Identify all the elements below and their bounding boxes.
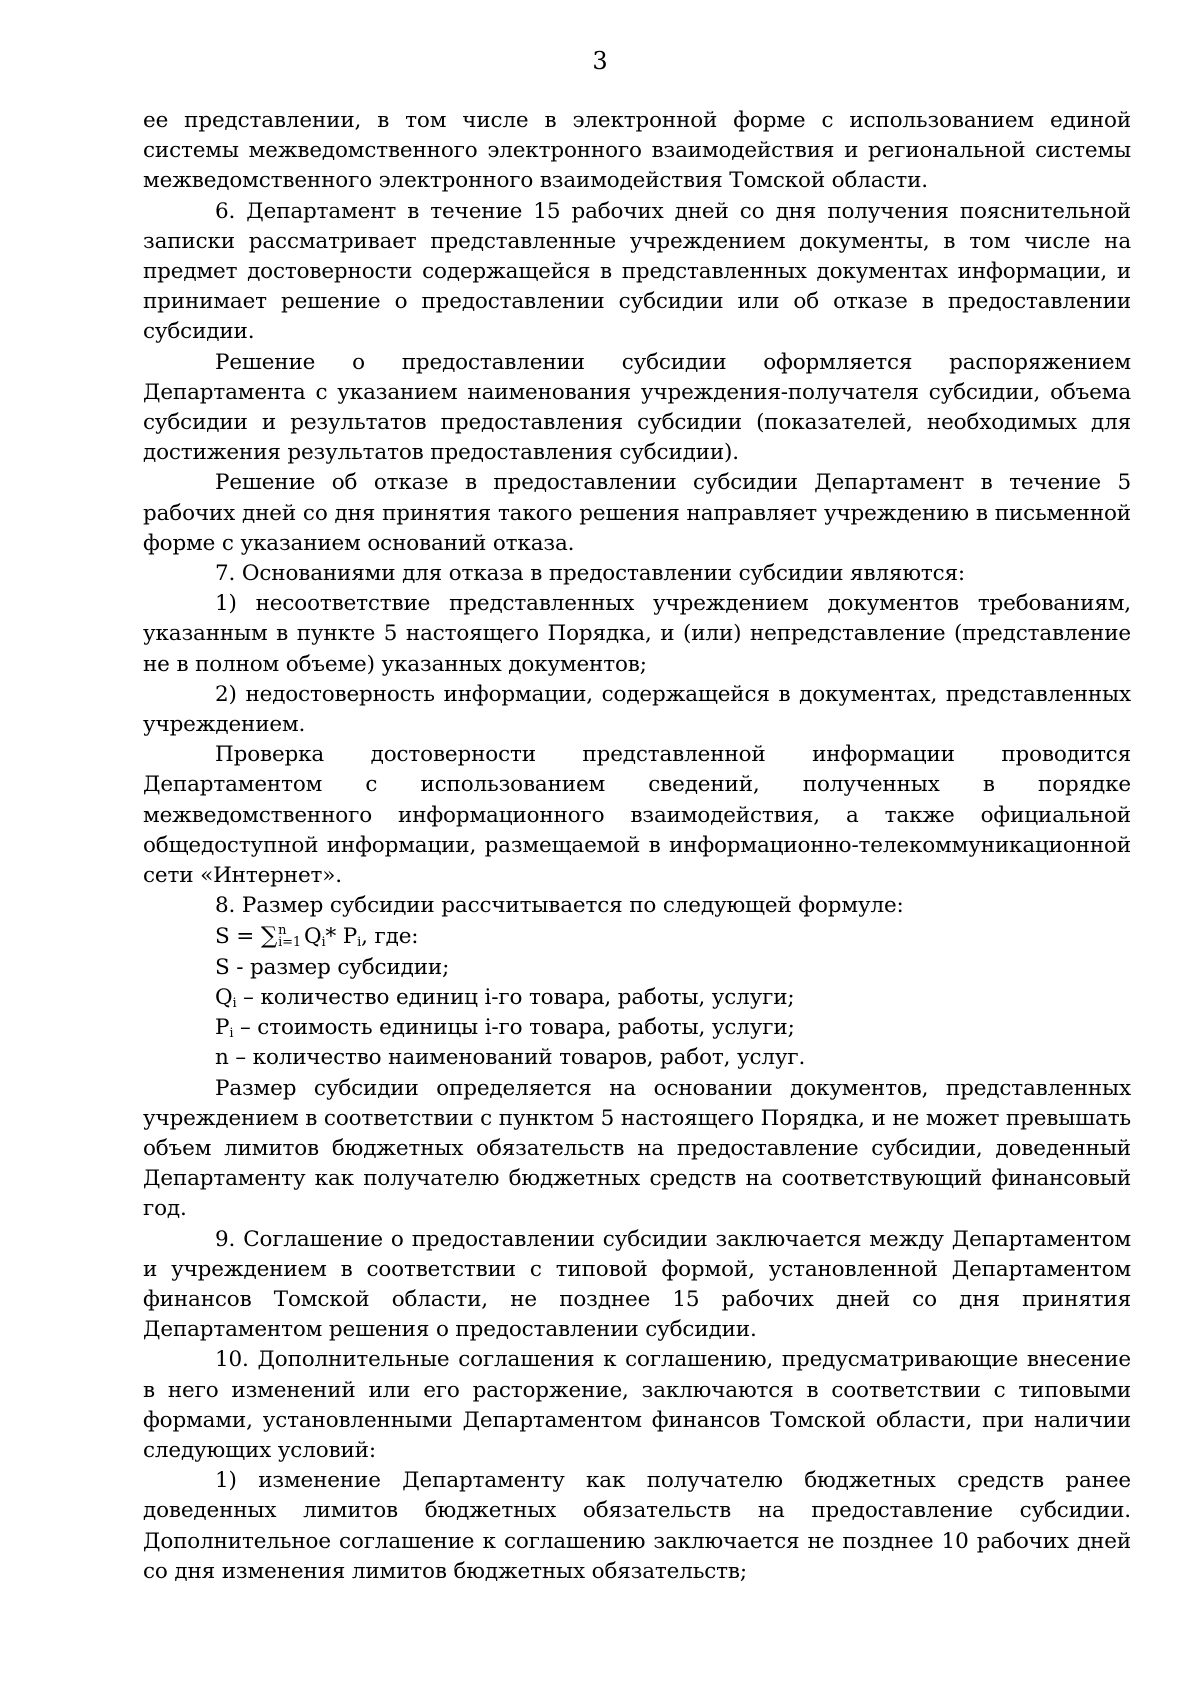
definition-q-sub: i xyxy=(232,995,237,1011)
definition-q-symbol: Q xyxy=(215,984,233,1010)
paragraph-continuation: ее представлении, в том числе в электронной форме с использованием единой системы межведомственного электронного взаимодействия и региональной системы межведомственного электронного взаимодействия Томской области. xyxy=(143,108,1131,194)
paragraph-item-10: 10. Дополнительные соглашения к соглашению, предусматривающие внесение в него изменений или его расторжение, заключаются в соответствии с типовыми формами, установленными Департаментом финансов Томской области, при наличии следующих условий: xyxy=(143,1347,1131,1463)
paragraph-item-7: 7. Основаниями для отказа в предоставлении субсидии являются: xyxy=(215,561,966,587)
formula-q: Q xyxy=(303,924,322,950)
formula-tail: , где: xyxy=(361,924,419,950)
sum-limits xyxy=(278,925,301,949)
paragraph-verification: Проверка достоверности представленной информации проводится Департаментом с использованием сведений, полученных в порядке межведомственного информационного взаимодействия, а также официальной общедоступной информации, размещаемой в информационно-телекоммуникационной сети «Интернет». xyxy=(143,742,1131,889)
paragraph-item-8: 8. Размер субсидии рассчитывается по следующей формуле: xyxy=(215,893,904,919)
formula-p: P xyxy=(342,924,358,950)
definition-p-sub: i xyxy=(229,1026,234,1042)
paragraph-item-7-1: 1) несоответствие представленных учреждением документов требованиям, указанным в пункте 5 настоящего Порядка, и (или) непредставление (представление не в полном объеме) указанных документов; xyxy=(143,591,1131,677)
sum-upper-limit: n xyxy=(278,923,287,939)
formula-lhs: S = xyxy=(215,924,255,950)
definition-s: S - размер субсидии; xyxy=(215,954,450,980)
definition-p xyxy=(143,1013,1131,1043)
page-number: 3 xyxy=(592,47,608,75)
sum-lower-limit: i=1 xyxy=(278,935,301,951)
formula-q-sub: i xyxy=(321,935,326,951)
paragraph-item-6: 6. Департамент в течение 15 рабочих дней со дня получения пояснительной записки рассматривает представленные учреждением документы, в том числе на предмет достоверности содержащейся в представленных документах информации, и принимает решение о предоставлении субсидии или об отказе в предоставлении субсидии. xyxy=(143,198,1131,345)
definition-q-text: – количество единиц i-го товара, работы, услуги; xyxy=(236,984,795,1010)
definition-p-symbol: P xyxy=(215,1015,230,1041)
definition-p-text: – стоимость единицы i-го товара, работы, услуги; xyxy=(233,1015,795,1041)
paragraph-decision-grant: Решение о предоставлении субсидии оформляется распоряжением Департамента с указанием наименования учреждения-получателя субсидии, объема субсидии и результатов предоставления субсидии (показателей, необходимых для достижения результатов предоставления субсидии). xyxy=(143,349,1131,466)
subsidy-formula xyxy=(143,921,1131,952)
paragraph-subsidy-size: Размер субсидии определяется на основании документов, представленных учреждением в соответствии с пунктом 5 настоящего Порядка, и не может превышать объем лимитов бюджетных обязательств на предоставление субсидии, доведенный Департаменту как получателю бюджетных средств на соответствующий финансовый год. xyxy=(143,1075,1131,1222)
formula-p-sub: i xyxy=(357,935,362,951)
formula-mult: * xyxy=(325,924,337,950)
paragraph-item-7-2: 2) недостоверность информации, содержащейся в документах, представленных учреждением. xyxy=(143,681,1131,738)
definition-n: n – количество наименований товаров, работ, услуг. xyxy=(215,1045,806,1071)
paragraph-item-9: 9. Соглашение о предоставлении субсидии заключается между Департаментом и учреждением в соответствии с типовой формой, установленной Департаментом финансов Томской области, не позднее 15 рабочих дней со дня принятия Департаментом решения о предоставлении субсидии. xyxy=(143,1226,1131,1343)
definition-q xyxy=(143,983,1131,1013)
paragraph-item-10-1: 1) изменение Департаменту как получателю бюджетных средств ранее доведенных лимитов бюджетных обязательств на предоставление субсидии. Дополнительное соглашение к соглашению заключается не позднее 10 рабочих дней со дня изменения лимитов бюджетных обязательств; xyxy=(143,1468,1131,1584)
document-body xyxy=(143,106,1131,1587)
paragraph-decision-refusal: Решение об отказе в предоставлении субсидии Департамент в течение 5 рабочих дней со дня принятия такого решения направляет учреждению в письменной форме с указанием оснований отказа. xyxy=(143,470,1131,556)
sum-symbol: ∑ xyxy=(260,923,278,950)
